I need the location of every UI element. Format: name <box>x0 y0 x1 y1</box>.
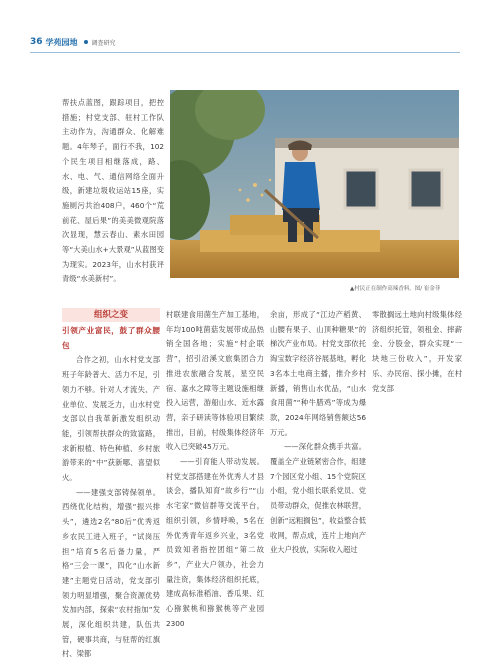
section-name: 调查研究 <box>91 39 116 47</box>
paragraph: 余亩，形成了“江边产稻黄、山腰有果子、山顶种糖果”的梯次产业布局。村党支部依托淘宝数字经济谷展基地，孵化3名本土电商主播，推介乡村新播，销售山水优品，“山水食用菌”“种牛腊鸡”等成为爆款，2024年网络销售额达56万元。 <box>270 310 366 437</box>
text-column-1 <box>62 308 160 662</box>
text-column-3 <box>270 308 366 558</box>
text-column-4 <box>372 308 462 396</box>
village-photo <box>170 90 459 278</box>
page-header <box>30 36 116 48</box>
paragraph: 村联建食用菌生产加工基地，年均100吨菌菇发展带成品热销全国各地；实施“村企联营”，招引沿溪文旅集团合力推进农旅融合发展，星空民宿、嘉水之障等主题设施相继投入运营，游船山水、近水露营，亲子研读等体验项目繁续推出，目前，村级集体经济年收入已突破45万元。 <box>166 310 264 452</box>
paragraph: 零散搁远土地向村级集体经济组织托管，领租金、摔薪金、分股金，群众实现“一块地三份收入”，开发家乐、办民宿、探小摊，在村党支部 <box>372 310 462 393</box>
paragraph: 合作之初，山水村党支部班子年龄普大、活力不足，引领力不够。针对人才流失、产业单位、发展乏力，山水村党支部以自我革新激发组织动能，引领帮扶群众的致富路，求新根植、特色种植、乡村旅游带来的“中”获新哪、喜望似火。 <box>62 355 160 483</box>
header-rule <box>30 52 460 53</box>
subheading: 引领产业富民，鼓了群众腰包 <box>62 326 160 350</box>
bullet-icon <box>84 40 88 44</box>
intro-paragraph: 帮扶点蓝图，跟踪项目，把控措施；村党支部、驻村工作队主动作为，沟通群众、化解难题。4年琴子，面行不我，102个民生项目相继落成，路、水、电、气、通信网络全面升级，新建垃圾收运站15座，实施厕污共治408户，460个“荒前花、屋后果”的美美微观院落次显现，慧云春山、素水田园等“大美山水+大景观”从蓝图变为现实。2023年，山水村获评青级“水美新村”。 <box>62 98 164 284</box>
intro-text-column <box>62 96 164 287</box>
paragraph: ——深化群众携手共富。覆盖全产业链紧密合作，组建7个园区党小组、15个党院区小组，党小组长联系党员、党员带动群众，促推农林联营，创新“远粗搁包”，收益整合低收网，帮点成，连片上地向产业大户投放，实际收入超过 <box>270 442 366 555</box>
paragraph: ——引育能人带动发展。村党支部搭建在外优秀人才县谈会，播队知育“故乡行”“山水宅家”微信群等交流平台，组织引领，乡情呼唤，5名在外优秀青年返乡兴业，3名党员致知者指控团组“第二故乡”，产业大户领办，社会力量注资，集体经济组织托底，建成高标准稻油、香瓜果、红心猕猴桃和猕猴桃等产业园2300 <box>166 457 264 628</box>
photo-caption: ▲村民正在制作高辣香料。图/ 崔金菲 <box>350 286 441 292</box>
section-heading: 组织之变 <box>62 308 160 322</box>
text-column-2 <box>166 308 264 631</box>
page-number: 36 <box>30 37 43 47</box>
magazine-name: 学苑园地 <box>45 37 78 47</box>
paragraph: ——建强支部铸保领单。西绕优化结构，增强“振兴排头”，遴选2名“80后”优秀返乡农民工进入班子，“试岗压担”培育5名后备力量，严格“三会一课”，四化“山水新建”主题党日活动，党支部引领力明显增强，聚合资源优势发加内部，探索“农村指加”发展，深化组织共建，队伍共管，硬事共商，与驻帮的红旗村、梁都 <box>62 487 160 659</box>
